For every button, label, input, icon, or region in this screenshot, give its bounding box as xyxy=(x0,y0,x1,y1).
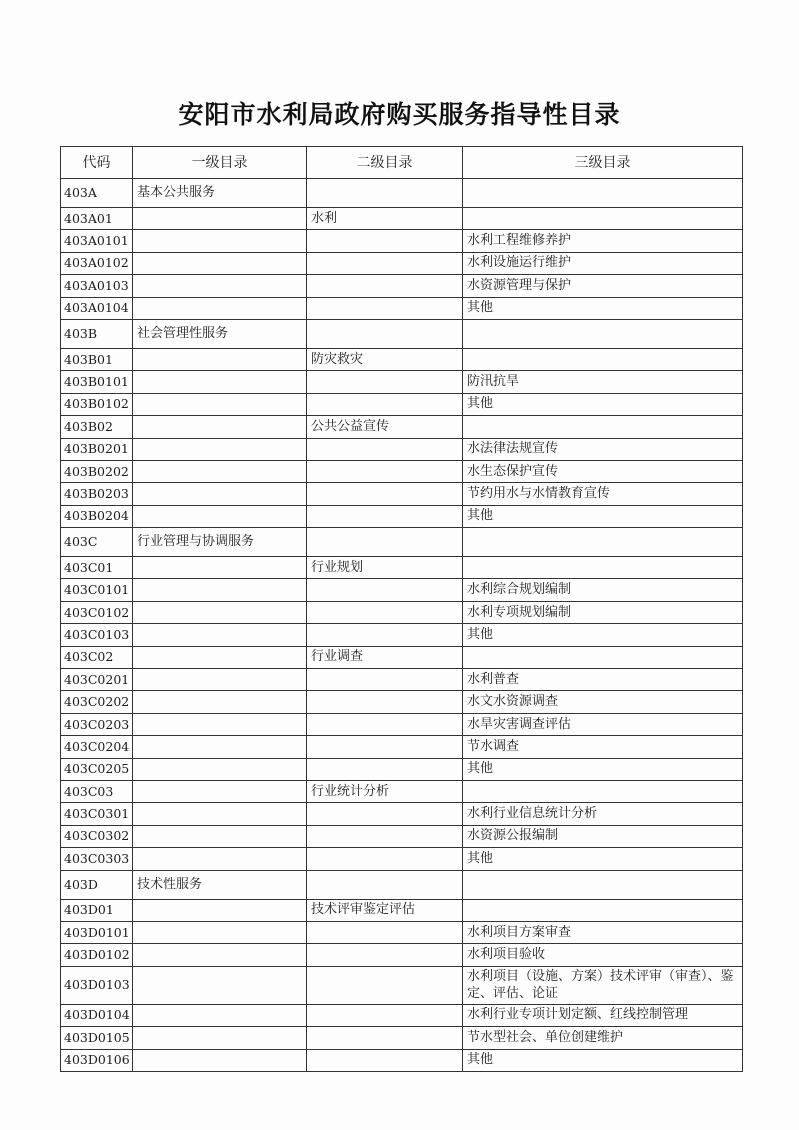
level1-cell xyxy=(133,691,307,713)
table-row xyxy=(61,438,743,460)
code-cell: 403C xyxy=(61,528,133,557)
level2-cell: 公共公益宣传 xyxy=(307,416,463,438)
level2-cell xyxy=(307,393,463,415)
table-row xyxy=(61,601,743,623)
level1-cell xyxy=(133,1049,307,1071)
code-cell: 403C0203 xyxy=(61,713,133,735)
level2-cell: 防灾救灾 xyxy=(307,348,463,370)
level1-cell xyxy=(133,803,307,825)
table-row xyxy=(61,348,743,370)
level2-cell xyxy=(307,966,463,1004)
level1-cell xyxy=(133,921,307,943)
code-cell: 403D0106 xyxy=(61,1049,133,1071)
level3-cell xyxy=(463,319,743,348)
table-row xyxy=(61,297,743,319)
level2-cell xyxy=(307,528,463,557)
level2-cell: 行业调查 xyxy=(307,646,463,668)
level1-cell xyxy=(133,579,307,601)
level2-cell xyxy=(307,825,463,847)
code-cell: 403D01 xyxy=(61,899,133,921)
level3-cell: 其他 xyxy=(463,393,743,415)
code-cell: 403B0101 xyxy=(61,371,133,393)
code-cell: 403B0204 xyxy=(61,505,133,527)
level3-cell: 节约用水与水情教育宣传 xyxy=(463,483,743,505)
level1-cell xyxy=(133,460,307,482)
level2-cell xyxy=(307,601,463,623)
level1-cell xyxy=(133,899,307,921)
column-header-code: 代码 xyxy=(61,147,133,179)
table-row xyxy=(61,483,743,505)
table-row xyxy=(61,371,743,393)
level3-cell: 其他 xyxy=(463,297,743,319)
code-cell: 403B0202 xyxy=(61,460,133,482)
level3-cell: 水旱灾害调查评估 xyxy=(463,713,743,735)
level3-cell xyxy=(463,557,743,579)
code-cell: 403C0205 xyxy=(61,758,133,780)
code-cell: 403C02 xyxy=(61,646,133,668)
table-row xyxy=(61,691,743,713)
level3-cell xyxy=(463,179,743,208)
level3-cell xyxy=(463,646,743,668)
table-row xyxy=(61,460,743,482)
table-row xyxy=(61,899,743,921)
level3-cell: 防汛抗旱 xyxy=(463,371,743,393)
level3-cell: 水法律法规宣传 xyxy=(463,438,743,460)
level2-cell xyxy=(307,252,463,274)
table-row xyxy=(61,870,743,899)
level1-cell xyxy=(133,601,307,623)
code-cell: 403B01 xyxy=(61,348,133,370)
code-cell: 403C01 xyxy=(61,557,133,579)
level1-cell xyxy=(133,297,307,319)
level2-cell xyxy=(307,848,463,870)
level1-cell xyxy=(133,348,307,370)
table-row xyxy=(61,319,743,348)
level1-cell xyxy=(133,848,307,870)
code-cell: 403C0103 xyxy=(61,624,133,646)
level1-cell xyxy=(133,438,307,460)
code-cell: 403C0302 xyxy=(61,825,133,847)
level3-cell: 水资源公报编制 xyxy=(463,825,743,847)
level3-cell: 其他 xyxy=(463,848,743,870)
level2-cell xyxy=(307,803,463,825)
level2-cell xyxy=(307,691,463,713)
code-cell: 403B0201 xyxy=(61,438,133,460)
level3-cell: 水利行业信息统计分析 xyxy=(463,803,743,825)
level2-cell xyxy=(307,944,463,966)
code-cell: 403B0102 xyxy=(61,393,133,415)
level3-cell: 其他 xyxy=(463,505,743,527)
level3-cell xyxy=(463,899,743,921)
level3-cell: 水资源管理与保护 xyxy=(463,275,743,297)
table-row xyxy=(61,275,743,297)
level3-cell: 水利项目方案审查 xyxy=(463,921,743,943)
column-header-level3: 三级目录 xyxy=(463,147,743,179)
level3-cell: 水利综合规划编制 xyxy=(463,579,743,601)
level2-cell xyxy=(307,505,463,527)
table-row xyxy=(61,780,743,802)
code-cell: 403A0101 xyxy=(61,230,133,252)
level3-cell: 水利设施运行维护 xyxy=(463,252,743,274)
code-cell: 403C0101 xyxy=(61,579,133,601)
level1-cell xyxy=(133,252,307,274)
table-row xyxy=(61,921,743,943)
level3-cell: 节水调查 xyxy=(463,736,743,758)
code-cell: 403A0102 xyxy=(61,252,133,274)
code-cell: 403C03 xyxy=(61,780,133,802)
level2-cell xyxy=(307,1004,463,1026)
level2-cell xyxy=(307,624,463,646)
level1-cell: 基本公共服务 xyxy=(133,179,307,208)
level1-cell xyxy=(133,825,307,847)
code-cell: 403D0102 xyxy=(61,944,133,966)
level1-cell xyxy=(133,416,307,438)
code-cell: 403C0303 xyxy=(61,848,133,870)
code-cell: 403A01 xyxy=(61,208,133,230)
code-cell: 403D0104 xyxy=(61,1004,133,1026)
code-cell: 403B02 xyxy=(61,416,133,438)
level1-cell xyxy=(133,371,307,393)
level2-cell: 行业规划 xyxy=(307,557,463,579)
table-row xyxy=(61,646,743,668)
level3-cell: 其他 xyxy=(463,758,743,780)
table-row xyxy=(61,848,743,870)
code-cell: 403D0105 xyxy=(61,1027,133,1049)
level1-cell xyxy=(133,646,307,668)
level1-cell xyxy=(133,230,307,252)
level2-cell xyxy=(307,921,463,943)
level2-cell xyxy=(307,297,463,319)
code-cell: 403A0103 xyxy=(61,275,133,297)
code-cell: 403C0301 xyxy=(61,803,133,825)
table-row xyxy=(61,736,743,758)
table-row xyxy=(61,825,743,847)
level2-cell xyxy=(307,870,463,899)
level2-cell xyxy=(307,319,463,348)
level2-cell xyxy=(307,579,463,601)
code-cell: 403D0101 xyxy=(61,921,133,943)
level1-cell: 技术性服务 xyxy=(133,870,307,899)
table-row xyxy=(61,505,743,527)
level2-cell xyxy=(307,758,463,780)
level1-cell xyxy=(133,736,307,758)
level2-cell xyxy=(307,438,463,460)
level3-cell: 水文水资源调查 xyxy=(463,691,743,713)
level1-cell xyxy=(133,483,307,505)
level1-cell xyxy=(133,713,307,735)
level1-cell xyxy=(133,669,307,691)
level2-cell: 行业统计分析 xyxy=(307,780,463,802)
table-row xyxy=(61,579,743,601)
level3-cell xyxy=(463,208,743,230)
level3-cell xyxy=(463,870,743,899)
level3-cell: 水利工程维修养护 xyxy=(463,230,743,252)
level1-cell xyxy=(133,1004,307,1026)
column-header-level1: 一级目录 xyxy=(133,147,307,179)
level3-cell: 其他 xyxy=(463,624,743,646)
table-row xyxy=(61,1027,743,1049)
level3-cell xyxy=(463,416,743,438)
level1-cell: 行业管理与协调服务 xyxy=(133,528,307,557)
level3-cell xyxy=(463,348,743,370)
level2-cell xyxy=(307,483,463,505)
table-row xyxy=(61,966,743,1004)
level3-cell: 节水型社会、单位创建维护 xyxy=(463,1027,743,1049)
code-cell: 403C0202 xyxy=(61,691,133,713)
level1-cell xyxy=(133,208,307,230)
code-cell: 403C0201 xyxy=(61,669,133,691)
code-cell: 403B xyxy=(61,319,133,348)
table-row xyxy=(61,1049,743,1071)
table-row xyxy=(61,528,743,557)
level2-cell xyxy=(307,179,463,208)
level1-cell: 社会管理性服务 xyxy=(133,319,307,348)
level2-cell xyxy=(307,460,463,482)
level1-cell xyxy=(133,275,307,297)
level2-cell xyxy=(307,230,463,252)
level3-cell: 水利项目验收 xyxy=(463,944,743,966)
level2-cell xyxy=(307,669,463,691)
level2-cell xyxy=(307,713,463,735)
table-row xyxy=(61,803,743,825)
level1-cell xyxy=(133,393,307,415)
level1-cell xyxy=(133,624,307,646)
table-row xyxy=(61,416,743,438)
table-row xyxy=(61,230,743,252)
level1-cell xyxy=(133,944,307,966)
code-cell: 403C0204 xyxy=(61,736,133,758)
level1-cell xyxy=(133,758,307,780)
level3-cell: 水利项目（设施、方案）技术评审（审查）、鉴定、评估、论证 xyxy=(463,966,743,1004)
table-row xyxy=(61,624,743,646)
table-row xyxy=(61,252,743,274)
level1-cell xyxy=(133,1027,307,1049)
table-row xyxy=(61,944,743,966)
level1-cell xyxy=(133,966,307,1004)
code-cell: 403D0103 xyxy=(61,966,133,1004)
level3-cell: 水利行业专项计划定额、红线控制管理 xyxy=(463,1004,743,1026)
table-row xyxy=(61,669,743,691)
level3-cell: 水利专项规划编制 xyxy=(463,601,743,623)
level2-cell: 技术评审鉴定评估 xyxy=(307,899,463,921)
level3-cell xyxy=(463,780,743,802)
table-row xyxy=(61,557,743,579)
level1-cell xyxy=(133,557,307,579)
table-row xyxy=(61,179,743,208)
table-row xyxy=(61,1004,743,1026)
table-header-row xyxy=(61,147,743,179)
level2-cell xyxy=(307,736,463,758)
code-cell: 403A0104 xyxy=(61,297,133,319)
code-cell: 403D xyxy=(61,870,133,899)
level3-cell: 水生态保护宣传 xyxy=(463,460,743,482)
table-row xyxy=(61,758,743,780)
code-cell: 403C0102 xyxy=(61,601,133,623)
level2-cell xyxy=(307,275,463,297)
level2-cell xyxy=(307,1027,463,1049)
level2-cell: 水利 xyxy=(307,208,463,230)
level3-cell: 其他 xyxy=(463,1049,743,1071)
catalog-table xyxy=(60,146,743,1072)
column-header-level2: 二级目录 xyxy=(307,147,463,179)
level3-cell: 水利普查 xyxy=(463,669,743,691)
level2-cell xyxy=(307,371,463,393)
table-row xyxy=(61,713,743,735)
level1-cell xyxy=(133,780,307,802)
code-cell: 403B0203 xyxy=(61,483,133,505)
code-cell: 403A xyxy=(61,179,133,208)
table-row xyxy=(61,393,743,415)
page-title: 安阳市水利局政府购买服务指导性目录 xyxy=(178,100,621,129)
level1-cell xyxy=(133,505,307,527)
level3-cell xyxy=(463,528,743,557)
level2-cell xyxy=(307,1049,463,1071)
table-row xyxy=(61,208,743,230)
